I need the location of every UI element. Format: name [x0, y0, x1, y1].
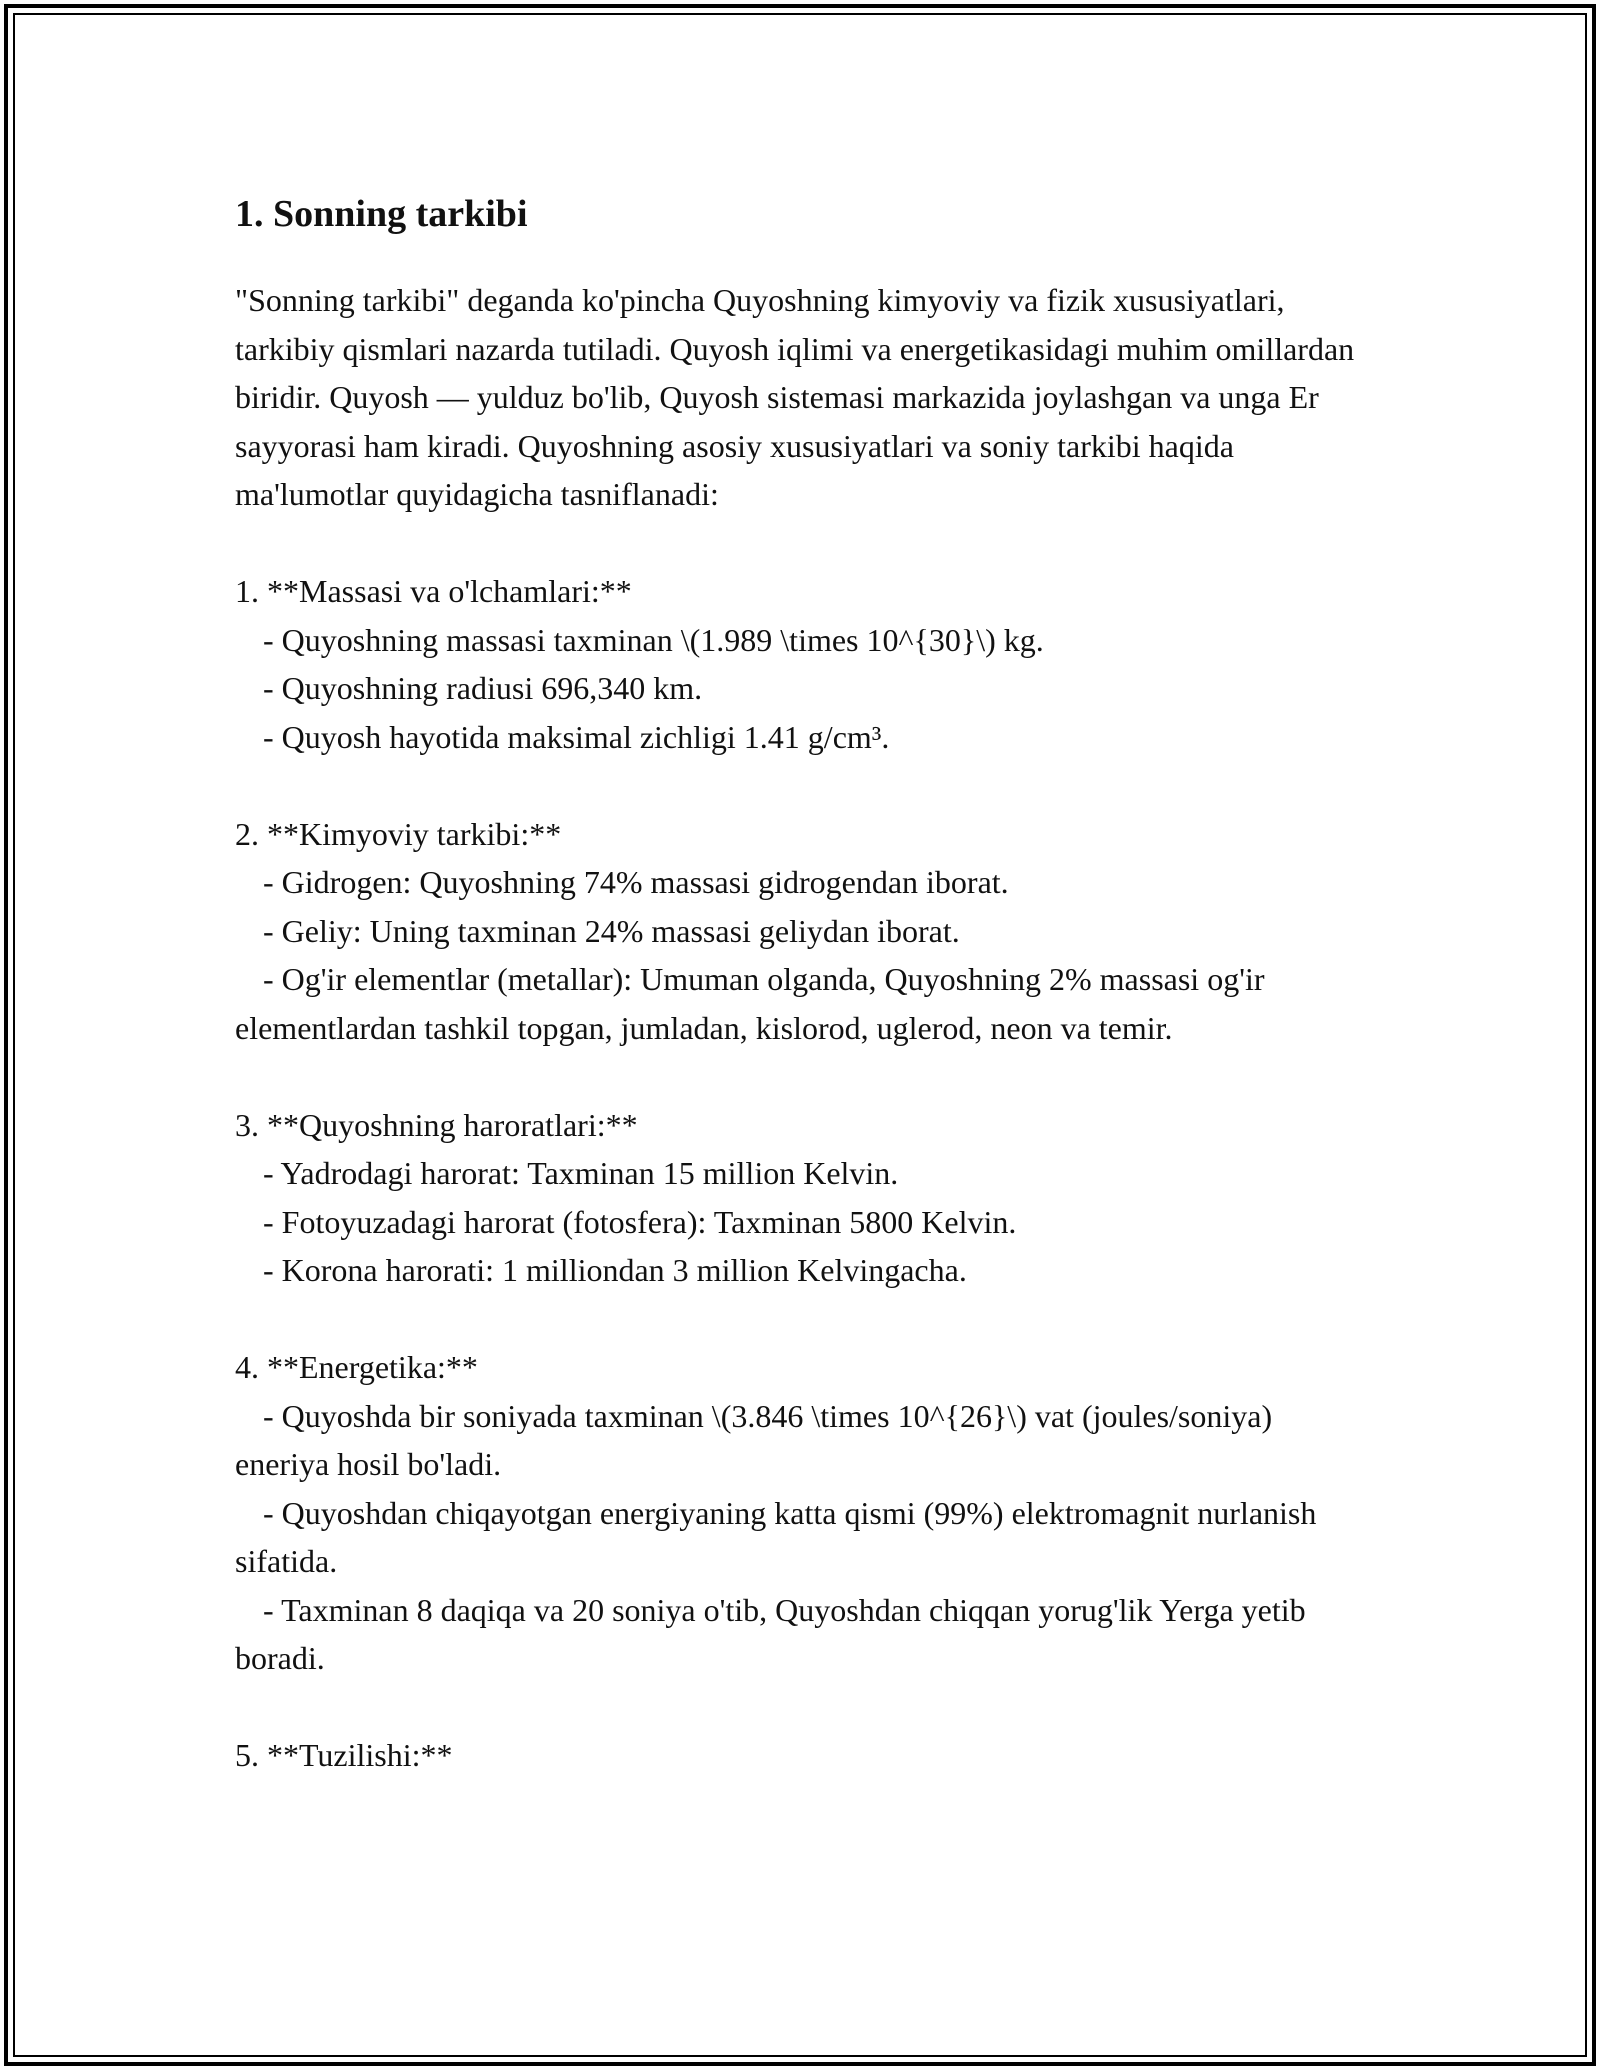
section-heading: 1. **Massasi va o'lchamlari:**: [235, 573, 632, 609]
section-mass: [235, 567, 1365, 761]
document-title: 1. Sonning tarkibi: [235, 193, 528, 235]
list-item: - Gidrogen: Quyoshning 74% massasi gidrogendan iborat.: [263, 864, 1009, 900]
section-structure: [235, 1731, 1365, 1780]
section-heading: 4. **Energetika:**: [235, 1349, 478, 1385]
list-item-text: - Taxminan 8 daqiqa va 20 soniya o'tib, Quyoshdan chiqqan yorug'lik Yerga yetib boradi.: [235, 1591, 1314, 1676]
document-body: [235, 182, 1365, 1780]
list-item: - Korona harorati: 1 milliondan 3 million Kelvingacha.: [263, 1252, 967, 1288]
section-heading: 5. **Tuzilishi:**: [235, 1737, 453, 1773]
section-heading: 2. **Kimyoviy tarkibi:**: [235, 815, 562, 852]
list-item: - Quyoshning radiusi 696,340 km.: [263, 670, 703, 706]
list-item: - Fotoyuzadagi harorat (fotosfera): Taxminan 5800 Kelvin.: [263, 1203, 1017, 1240]
list-item: - Geliy: Uning taxminan 24% massasi geliydan iborat.: [263, 912, 960, 949]
list-item: - Yadrodagi harorat: Taxminan 15 million Kelvin.: [263, 1155, 899, 1191]
section-chemistry: [235, 810, 1365, 1053]
list-item: [235, 1586, 1365, 1683]
section-temperatures: [235, 1101, 1365, 1295]
list-item-text: - Og'ir elementlar (metallar): Umuman olganda, Quyoshning 2% massasi og'ir elementlardan tashkil topgan, jumladan, kislorod, uglerod, neon va temir.: [235, 961, 1273, 1046]
intro-paragraph: "Sonning tarkibi" deganda ko'pincha Quyoshning kimyoviy va fizik xususiyatlari, tarkibiy qismlari nazarda tutiladi. Quyosh iqlimi va energetikasidagi muhim omillardan biridir. Quyosh — yulduz bo'lib, Quyosh sistemasi markazida joylashgan va unga Er sayyorasi ham kiradi. Quyoshning asosiy xususiyatlari va soniy tarkibi haqida ma'lumotlar quyidagicha tasniflanadi:: [235, 282, 1363, 512]
list-item-text: - Quyoshda bir soniyada taxminan \(3.846 \times 10^{26}\) vat (joules/soniya) eneriya hosil bo'ladi.: [235, 1397, 1281, 1482]
list-item: [235, 1392, 1365, 1489]
list-item: [235, 955, 1365, 1052]
list-item: - Quyoshning massasi taxminan \(1.989 \times 10^{30}\) kg.: [263, 621, 1044, 658]
section-energy: [235, 1343, 1365, 1683]
list-item-text: - Quyoshdan chiqayotgan energiyaning katta qismi (99%) elektromagnit nurlanish sifatida.: [235, 1494, 1325, 1579]
list-item: - Quyosh hayotida maksimal zichligi 1.41 g/cm³.: [263, 718, 890, 755]
section-heading: 3. **Quyoshning haroratlari:**: [235, 1106, 638, 1143]
list-item: [235, 1489, 1365, 1586]
